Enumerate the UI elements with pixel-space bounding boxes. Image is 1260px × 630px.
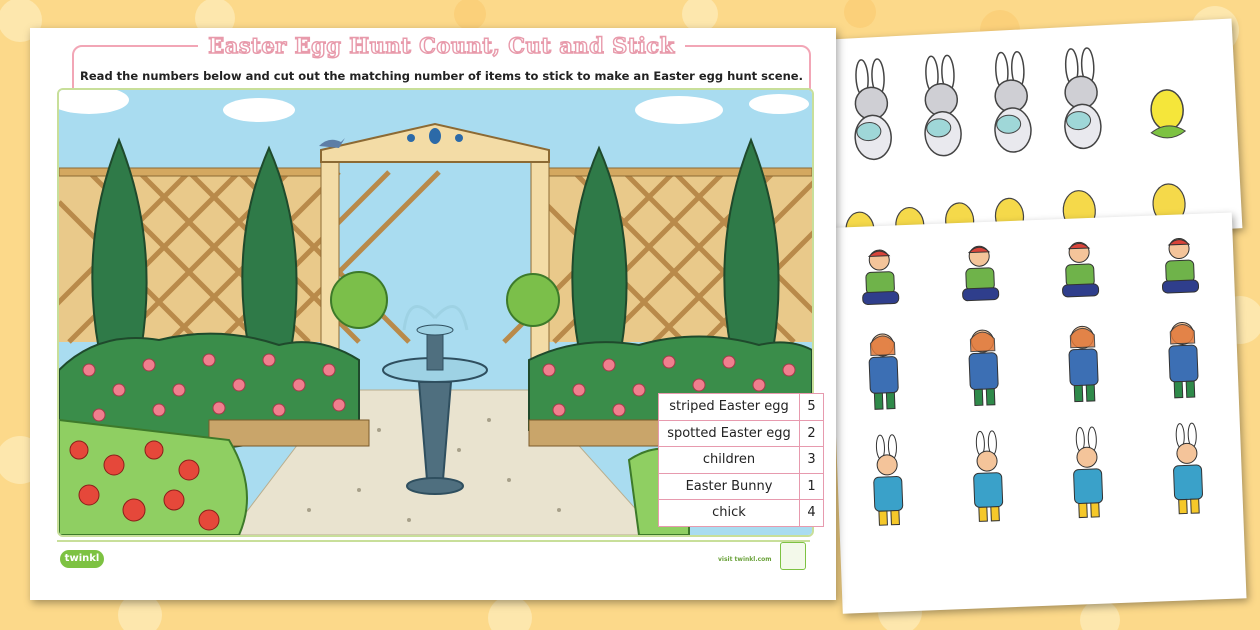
footer-divider <box>57 540 810 542</box>
item-label: Easter Bunny <box>659 473 800 500</box>
count-table <box>658 393 824 527</box>
item-label: chick <box>659 500 800 527</box>
children-cutouts <box>828 212 1247 613</box>
footer-link[interactable]: visit twinkl.com <box>718 556 772 563</box>
bunny-cutout <box>1061 48 1102 150</box>
table-row <box>659 473 824 500</box>
boy-cutout <box>961 246 999 301</box>
instruction-text: Read the numbers below and cut out the matching number of items to stick to make an Easter egg hunt scene. <box>80 69 803 83</box>
worksheet-title: Easter Egg Hunt Count, Cut and Stick <box>198 33 685 58</box>
bunny-ears-girl-cutout <box>872 434 903 525</box>
quality-badge-icon <box>780 542 806 570</box>
item-label: children <box>659 447 800 474</box>
item-count: 5 <box>800 394 824 421</box>
twinkl-logo: twinkl <box>60 550 104 568</box>
bunny-ears-girl-cutout <box>972 431 1003 522</box>
chick-egg-cutout <box>1149 89 1185 139</box>
girl-cutout <box>868 333 899 409</box>
item-count: 3 <box>800 447 824 474</box>
bunny-ears-girl-cutout <box>1172 423 1203 514</box>
girl-cutout <box>968 330 999 406</box>
cutout-sheet-front <box>828 212 1247 613</box>
bunny-cutout <box>851 59 892 161</box>
boy-cutout <box>861 249 899 304</box>
boy-cutout <box>1061 242 1099 297</box>
girl-cutout <box>1068 326 1099 402</box>
item-label: spotted Easter egg <box>659 420 800 447</box>
worksheet <box>30 28 836 600</box>
table-row <box>659 420 824 447</box>
item-count: 2 <box>800 420 824 447</box>
bunny-cutout <box>991 51 1032 153</box>
table-row <box>659 447 824 474</box>
item-label: striped Easter egg <box>659 394 800 421</box>
item-count: 4 <box>800 500 824 527</box>
table-row <box>659 394 824 421</box>
bunny-cutout <box>921 55 962 157</box>
bunny-ears-girl-cutout <box>1072 427 1103 518</box>
boy-cutout <box>1161 238 1199 293</box>
item-count: 1 <box>800 473 824 500</box>
girl-cutout <box>1168 322 1199 398</box>
table-row <box>659 500 824 527</box>
worksheet-title-wrap <box>74 33 809 58</box>
